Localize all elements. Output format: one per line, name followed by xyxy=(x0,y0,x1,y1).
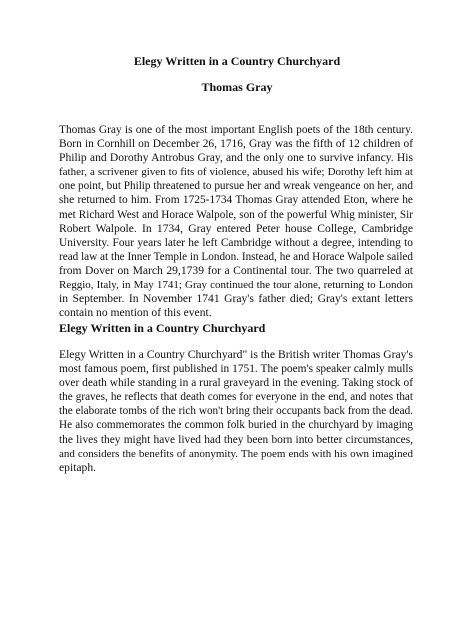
paragraph-line: she returned to him. From 1725-1734 Thomas Gray attended Eton, where he xyxy=(59,194,413,207)
biography-paragraph xyxy=(59,123,413,320)
paragraph-line: one point, but Philip threatened to pursue her and wreak vengeance on her, and xyxy=(59,180,413,193)
paragraph-line: University. Four years later he left Cambridge without a degree, intending to xyxy=(59,236,413,249)
paragraph-line: in September. In November 1741 Gray's father died; Gray's extant letters xyxy=(59,292,413,306)
paragraph-line: the graves, he reflects that death comes for everyone in the end, and notes that xyxy=(59,391,413,404)
poem-summary-paragraph xyxy=(59,348,413,475)
paragraph-line: over death while standing in a rural graveyard in the evening. Taking stock of xyxy=(59,377,413,390)
document-title: Elegy Written in a Country Churchyard xyxy=(133,54,341,68)
paragraph-line: the lives they might have lived had they been born into better circumstances, xyxy=(59,433,413,446)
paragraph-line: Born in Cornhill on December 26, 1716, Gray was the fifth of 12 children of xyxy=(59,138,413,151)
paragraph-line: the elaborate tombs of the rich won't bring their occupants back from the dead. xyxy=(59,405,413,418)
section-heading: Elegy Written in a Country Churchyard xyxy=(59,321,266,335)
paragraph-line: Thomas Gray is one of the most important English poets of the 18th century. xyxy=(59,124,413,136)
paragraph-line: Robert Walpole. In 1734, Gray entered Peter house College, Cambridge xyxy=(59,221,413,235)
paragraph-line: from Dover on March 29,1739 for a Continental tour. The two quarreled at xyxy=(59,263,413,277)
paragraph-line: Philip and Dorothy Antrobus Gray, and the only one to survive infancy. His xyxy=(59,151,413,165)
paragraph-line: father, a scrivener given to fits of violence, abused his wife; Dorothy left him at xyxy=(59,166,413,179)
paragraph-line: most famous poem, first published in 1751. The poem's speaker calmly mulls xyxy=(59,363,413,376)
paragraph-line: Reggio, Italy, in May 1741; Gray continued the tour alone, returning to London xyxy=(59,279,413,292)
paragraph-line: read law at the Inner Temple in London. Instead, he and Horace Walpole sailed xyxy=(59,250,413,263)
paragraph-line: Elegy Written in a Country Churchyard" is the British writer Thomas Gray's xyxy=(59,348,413,361)
paragraph-line: He also commemorates the common folk buried in the churchyard by imaging xyxy=(59,419,413,432)
paragraph-line: met Richard West and Horace Walpole, son of the powerful Whig minister, Sir xyxy=(59,208,413,221)
paragraph-line: contain no mention of this event. xyxy=(59,306,212,320)
author-name: Thomas Gray xyxy=(201,80,273,94)
paragraph-line: epitaph. xyxy=(59,460,97,474)
paragraph-line: and considers the benefits of anonymity. The poem ends with his own imagined xyxy=(59,447,413,460)
